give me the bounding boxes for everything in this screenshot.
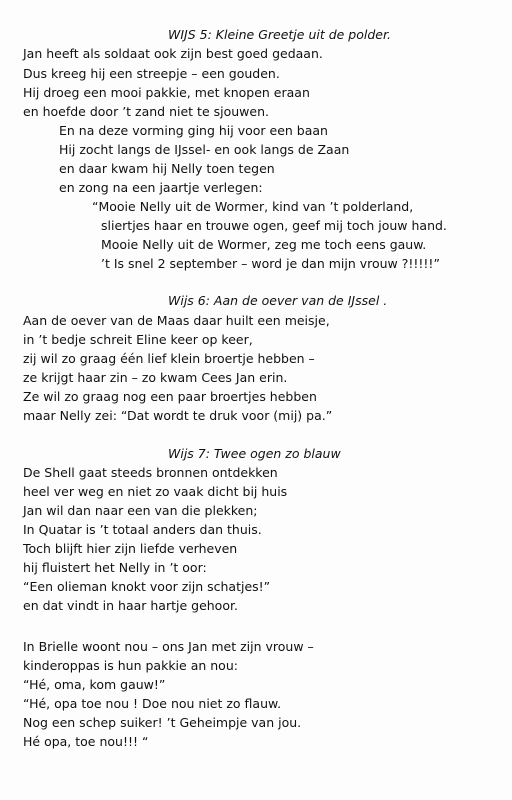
verse-line: en dat vindt in haar hartje gehoor. [23, 598, 238, 613]
verse-line: In Quatar is ’t totaal anders dan thuis. [23, 522, 262, 537]
verse-line: Aan de oever van de Maas daar huilt een meisje, [23, 313, 330, 328]
section-heading-wijs-6: Wijs 6: Aan de oever van de IJssel . [168, 293, 388, 308]
verse-line: De Shell gaat steeds bronnen ontdekken [23, 465, 278, 480]
verse-line: sliertjes haar en trouwe ogen, geef mij toch jouw hand. [101, 218, 447, 233]
verse-line: In Brielle woont nou – ons Jan met zijn vrouw – [23, 639, 314, 654]
verse-line: en zong na een jaartje verlegen: [59, 180, 263, 195]
verse-line: ze krijgt haar zin – zo kwam Cees Jan erin. [23, 370, 288, 385]
verse-line: Jan heeft als soldaat ook zijn best goed gedaan. [23, 46, 323, 61]
verse-line: maar Nelly zei: “Dat wordt te druk voor (mij) pa.” [23, 408, 333, 423]
verse-line: en daar kwam hij Nelly toen tegen [59, 161, 275, 176]
verse-line: Hé opa, toe nou!!! “ [23, 734, 149, 749]
verse-line: hij fluistert het Nelly in ’t oor: [23, 560, 207, 575]
verse-line: En na deze vorming ging hij voor een baan [59, 123, 328, 138]
verse-line: Dus kreeg hij een streepje – een gouden. [23, 66, 280, 81]
verse-line: ’t Is snel 2 september – word je dan mijn vrouw ?!!!!!” [101, 256, 440, 271]
verse-line: Jan wil dan naar een van die plekken; [23, 503, 258, 518]
section-heading-wijs-5: WIJS 5: Kleine Greetje uit de polder. [168, 27, 391, 42]
verse-line: en hoefde door ’t zand niet te sjouwen. [23, 104, 269, 119]
verse-line: Hij droeg een mooi pakkie, met knopen eraan [23, 85, 310, 100]
verse-line: in ’t bedje schreit Eline keer op keer, [23, 332, 253, 347]
verse-line: zij wil zo graag één lief klein broertje hebben – [23, 351, 315, 366]
section-heading-wijs-7: Wijs 7: Twee ogen zo blauw [168, 446, 341, 461]
verse-line: “Mooie Nelly uit de Wormer, kind van ’t polderland, [92, 199, 414, 214]
verse-line: Mooie Nelly uit de Wormer, zeg me toch eens gauw. [101, 237, 427, 252]
verse-line: “Hé, oma, kom gauw!” [23, 677, 166, 692]
verse-line: Nog een schep suiker! ’t Geheimpje van jou. [23, 715, 302, 730]
verse-line: heel ver weg en niet zo vaak dicht bij huis [23, 484, 288, 499]
verse-line: Hij zocht langs de IJssel- en ook langs de Zaan [59, 142, 350, 157]
verse-line: Toch blijft hier zijn liefde verheven [23, 541, 238, 556]
verse-line: “Een olieman knokt voor zijn schatjes!” [23, 579, 271, 594]
verse-line: “Hé, opa toe nou ! Doe nou niet zo flauw. [23, 696, 282, 711]
verse-line: Ze wil zo graag nog een paar broertjes hebben [23, 389, 317, 404]
verse-line: kinderoppas is hun pakkie an nou: [23, 658, 238, 673]
